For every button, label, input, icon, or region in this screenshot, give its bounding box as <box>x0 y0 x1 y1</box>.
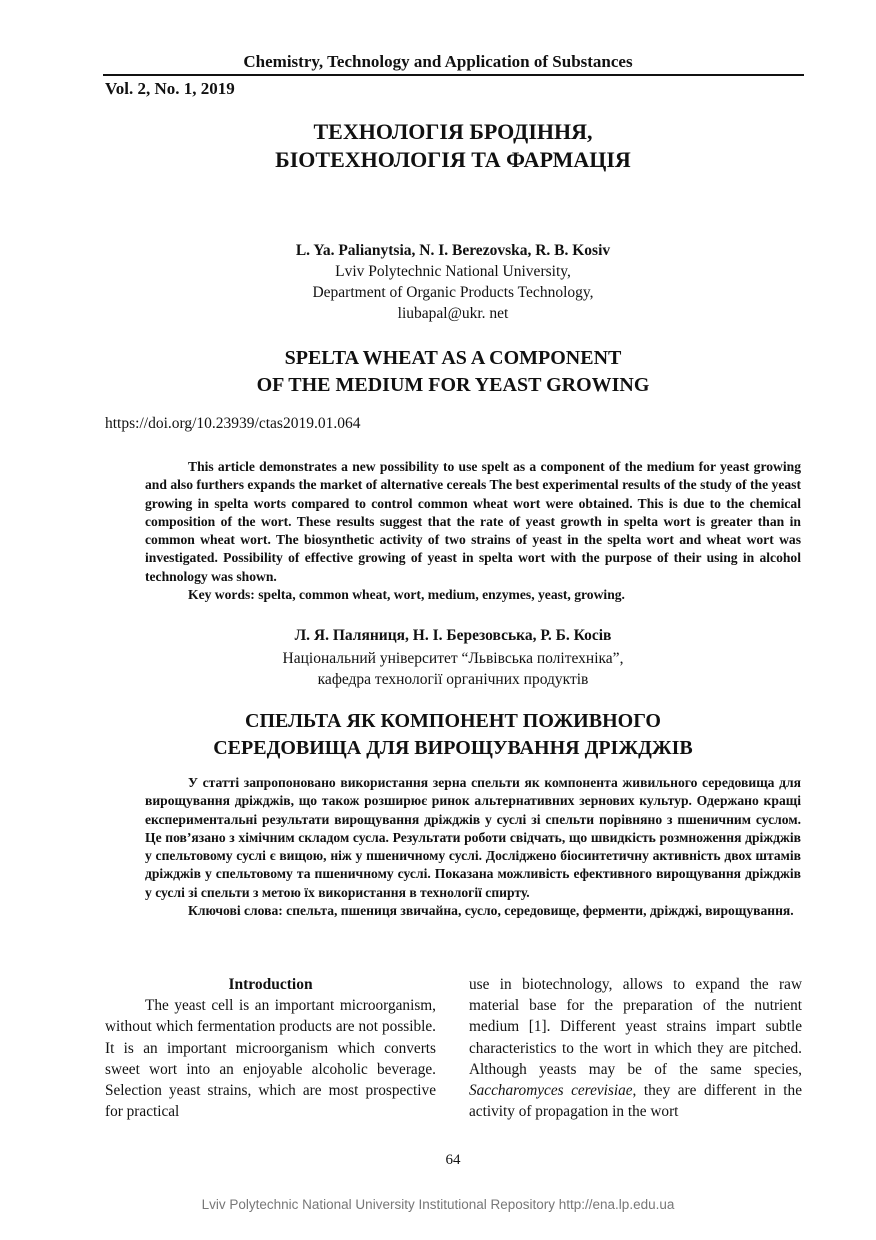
volume-info: Vol. 2, No. 1, 2019 <box>105 79 235 98</box>
body-column-left <box>105 974 436 1122</box>
authors-ua: Л. Я. Паляниця, Н. І. Березовська, Р. Б. Косів <box>294 627 612 644</box>
section-title-line-2: БІОТЕХНОЛОГІЯ ТА ФАРМАЦІЯ <box>275 147 631 172</box>
affiliation-department: Department of Organic Products Technology, <box>312 284 594 301</box>
article-title-en-line-1: SPELTA WHEAT AS A COMPONENT <box>284 347 622 369</box>
affiliation-university: Lviv Polytechnic National University, <box>335 263 571 280</box>
introduction-paragraph: The yeast cell is an important microorganism, without which fermentation products are not possible. It is an important microorganism which converts sweet wort into an enjoyable alcoholic beverage. Selection yeast strains, which are most prospective for practical <box>105 997 436 1121</box>
affiliation-ua-university: Національний університет “Львівська політехніка”, <box>282 650 624 667</box>
affiliation-ua-department: кафедра технології органічних продуктів <box>317 671 589 688</box>
article-title-ua-line-2: СЕРЕДОВИЩА ДЛЯ ВИРОЩУВАННЯ ДРІЖДЖІВ <box>213 737 693 759</box>
body-column-right <box>469 974 802 1122</box>
species-name: Saccharomyces cerevisiae <box>469 1082 633 1100</box>
affiliation-en <box>0 261 876 324</box>
header-rule <box>103 74 804 76</box>
doi-link[interactable]: https://doi.org/10.23939/ctas2019.01.064 <box>105 415 361 432</box>
keywords-en: Key words: spelta, common wheat, wort, medium, enzymes, yeast, growing. <box>188 587 625 603</box>
introduction-heading: Introduction <box>228 976 313 993</box>
article-title-en <box>0 345 876 399</box>
article-title-ua-line-1: СПЕЛЬТА ЯК КОМПОНЕНТ ПОЖИВНОГО <box>245 710 661 732</box>
abstract-en <box>145 458 801 604</box>
section-title-line-1: ТЕХНОЛОГІЯ БРОДІННЯ, <box>313 119 593 144</box>
author-email: liubapal@ukr. net <box>397 305 509 322</box>
section-title <box>0 118 876 174</box>
abstract-ua <box>145 774 801 920</box>
keywords-ua: Ключові слова: спельта, пшениця звичайна, сусло, середовище, ферменти, дріжджі, вирощування. <box>188 903 794 919</box>
abstract-en-text: This article demonstrates a new possibility to use spelt as a component of the medium for yeast growing and also furthers expands the market of alternative cereals The best experimental results of the study of the yeast growing in spelta worts compared to control common wheat wort were obtained. This is due to the chemical composition of the wort. These results suggest that the rate of yeast growth in spelta wort is greater than in common wheat wort. The biosynthetic activity of two strains of yeast in the spelta wort and wheat wort was investigated. Possibility of effective growing of yeast in spelta wort with the purpose of their using in alcohol technology was shown. <box>145 459 801 584</box>
abstract-ua-text: У статті запропоновано використання зерна спельти як компонента живильного середовища для вирощування дріжджів, що також розширює ринок альтернативних зернових культур. Одержано кращі експериментальні результати вирощування дріжджів у суслі зі спельти порівняно з пшеничним суслом. Це пов’язано з хімічним складом сусла. Результати роботи свідчать, що швидкість розмноження дріжджів у спельтовому суслі є вищою, ніж у пшеничному суслі. Досліджено біосинтетичну активність двох штамів дріжджів у спельтовому та пшеничному суслі. Показана можливість ефективного вирощування дріжджів у суслі зі спельти з метою їх використання в технології спирту. <box>145 775 801 900</box>
article-title-en-line-2: OF THE MEDIUM FOR YEAST GROWING <box>256 374 650 396</box>
page-number: 64 <box>445 1152 461 1168</box>
article-title-ua <box>0 708 876 762</box>
authors-en: L. Ya. Palianytsia, N. I. Berezovska, R. B. Kosiv <box>295 242 611 259</box>
affiliation-ua <box>0 648 876 690</box>
journal-title: Chemistry, Technology and Application of Substances <box>243 52 633 71</box>
intro-text-part-2: , they are different in the activity of propagation in the wort <box>469 1082 802 1121</box>
repository-footer[interactable]: Lviv Polytechnic National University Institutional Repository http://ena.lp.edu.ua <box>201 1197 675 1212</box>
introduction-continued <box>469 974 802 1122</box>
intro-text-part-1: use in biotechnology, allows to expand the raw material base for the preparation of the nutrient medium [1]. Different yeast strains impart subtle characteristics to the wort in which they are pitched. Although yeasts may be of the same species, <box>469 976 802 1078</box>
